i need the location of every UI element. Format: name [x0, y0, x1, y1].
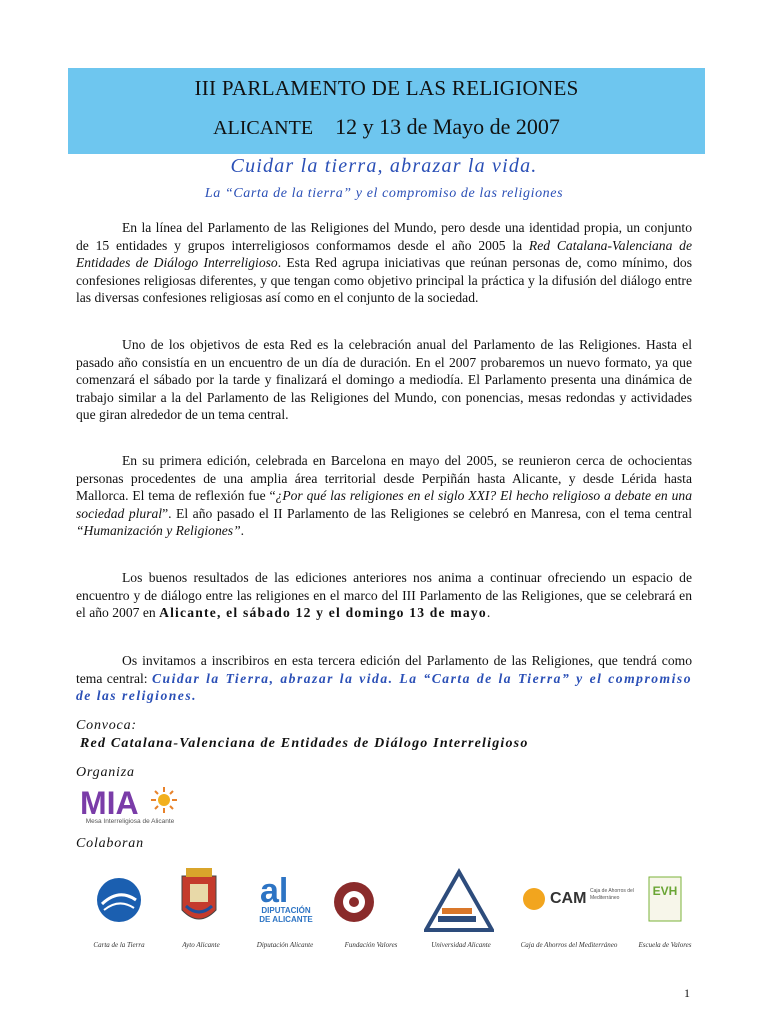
paragraph-1: En la línea del Parlamento de las Religiones del Mundo, pero desde una identidad propia, un conjunto de 15 entidades y grupos interreligiosos conformamos desde el año 2005 la Red Catalana-Valenciana de Entidades de Diálogo Interreligioso. Esta Red agrupa iniciativas que reúnan personas de, como mínimo, dos confesiones religiosas diferentes, y que tengan como objetivo principal la práctica y la difusión del diálogo entre las diversas confesiones religiosas así como en el conjunto de la sociedad.: [76, 220, 692, 306]
event-place: ALICANTE: [213, 117, 314, 139]
diputacion-logo-text: DIPUTACIÓN DE ALICANTE: [259, 906, 313, 924]
mia-logo: [78, 784, 182, 828]
event-dates-bold: Alicante, el sábado 12 y el domingo 13 de mayo: [159, 605, 487, 621]
cam-logo: [520, 886, 634, 917]
title-banner: [68, 68, 705, 154]
ayto-alicante-logo: [176, 866, 222, 937]
universidad-alicante-logo: [424, 866, 494, 937]
red-name-inline: Red Catalana-Valenciana de Entidades de Diálogo Interreligioso: [76, 237, 692, 271]
escuela-valores-logo: [648, 876, 682, 927]
central-theme: Cuidar la Tierra, abrazar la vida. La “Carta de la Tierra” y el compromiso de las religiones.: [76, 670, 692, 704]
caption-cam: Caja de Ahorros del Mediterráneo: [520, 941, 618, 949]
fundacion-valores-logo: [332, 876, 376, 933]
mia-logo-text: MIA: [80, 785, 139, 818]
paragraph-2: Uno de los objetivos de esta Red es la celebración anual del Parlamento de las Religiones. Hasta el pasado año consistía en un encuentro de un día de duración. En el 2007 probaremos un nuevo formato, ya que comenzará el sábado por la tarde y finalizará el domingo a mediodía. El Parlamento presenta una dinámica de trabajo similar a la del Parlamento de las Religiones del Mundo, con ponencias, mesas redondas y actividades que giran alrededor de un tema central.: [76, 337, 692, 423]
ev-logo-text: EVH: [652, 884, 678, 898]
caption-escuela-valores: Escuela de Valores: [638, 941, 692, 949]
caption-universidad: Universidad Alicante: [431, 941, 491, 949]
colaboran-label: Colaboran: [76, 836, 144, 851]
paragraph-5: Os invitamos a inscribiros en esta tercera edición del Parlamento de las Religiones, que tendrá como tema central: Cuidar la Tierra, abrazar la vida. La “Carta de la Tierra” y el compromiso de las religiones.: [76, 653, 692, 704]
sun-icon: [151, 787, 177, 813]
paragraph-3: En su primera edición, celebrada en Barcelona en mayo del 2005, se reunieron cerca de ochocientas personas procedentes de una amplia área territorial desde Perpiñán hasta Alicante, y desde Lérida hasta Mallorca. El tema de reflexión fue “¿Por qué las religiones en el siglo XXI? El hecho religioso a debate en una sociedad plural”. El año pasado el II Parlamento de las Religiones se celebró en Manresa, con el tema central “Humanización y Religiones”.: [76, 453, 692, 539]
caption-fundacion-valores: Fundación Valores: [344, 941, 398, 949]
caption-ayto-alicante: Ayto Alicante: [182, 941, 220, 949]
convoca-label: Convoca:: [76, 718, 137, 733]
event-date: 12 y 13 de Mayo de 2007: [335, 114, 560, 139]
event-place-date: [68, 114, 705, 140]
theme-2006: “Humanización y Religiones”: [76, 523, 241, 539]
carta-tierra-logo: [94, 870, 144, 935]
organiza-label: Organiza: [76, 765, 135, 780]
caption-carta-tierra: Carta de la Tierra: [93, 941, 145, 949]
theme-2005: ¿Por qué las religiones en el siglo XXI? El hecho religioso a debate en una sociedad plural: [76, 488, 692, 521]
main-heading: Cuidar la tierra, abrazar la vida.: [230, 155, 538, 177]
cam-logo-text: CAM: [550, 890, 587, 907]
page-number: 1: [684, 986, 690, 1000]
caption-diputacion: Diputación Alicante: [256, 941, 314, 949]
cam-logo-subtext: Caja de Ahorros del Mediterráneo: [590, 888, 634, 901]
document-title: III PARLAMENTO DE LAS RELIGIONES: [194, 76, 579, 100]
mia-subtext: Mesa Interreligiosa de Alicante: [85, 818, 175, 825]
diputacion-logo: [256, 868, 316, 935]
sub-heading: La “Carta de la tierra” y el compromiso de las religiones: [204, 186, 564, 201]
mia-logo-graphic: [78, 784, 182, 818]
convoca-entity: Red Catalana-Valenciana de Entidades de Diálogo Interreligioso: [80, 736, 529, 751]
paragraph-4: Los buenos resultados de las ediciones anteriores nos anima a continuar ofreciendo un espacio de encuentro y de diálogo entre las religiones en el marco del III Parlamento de las Religiones, que se celebrará en el año 2007 en Alicante, el sábado 12 y el domingo 13 de mayo.: [76, 570, 692, 621]
svg-text:al: al: [260, 872, 289, 910]
